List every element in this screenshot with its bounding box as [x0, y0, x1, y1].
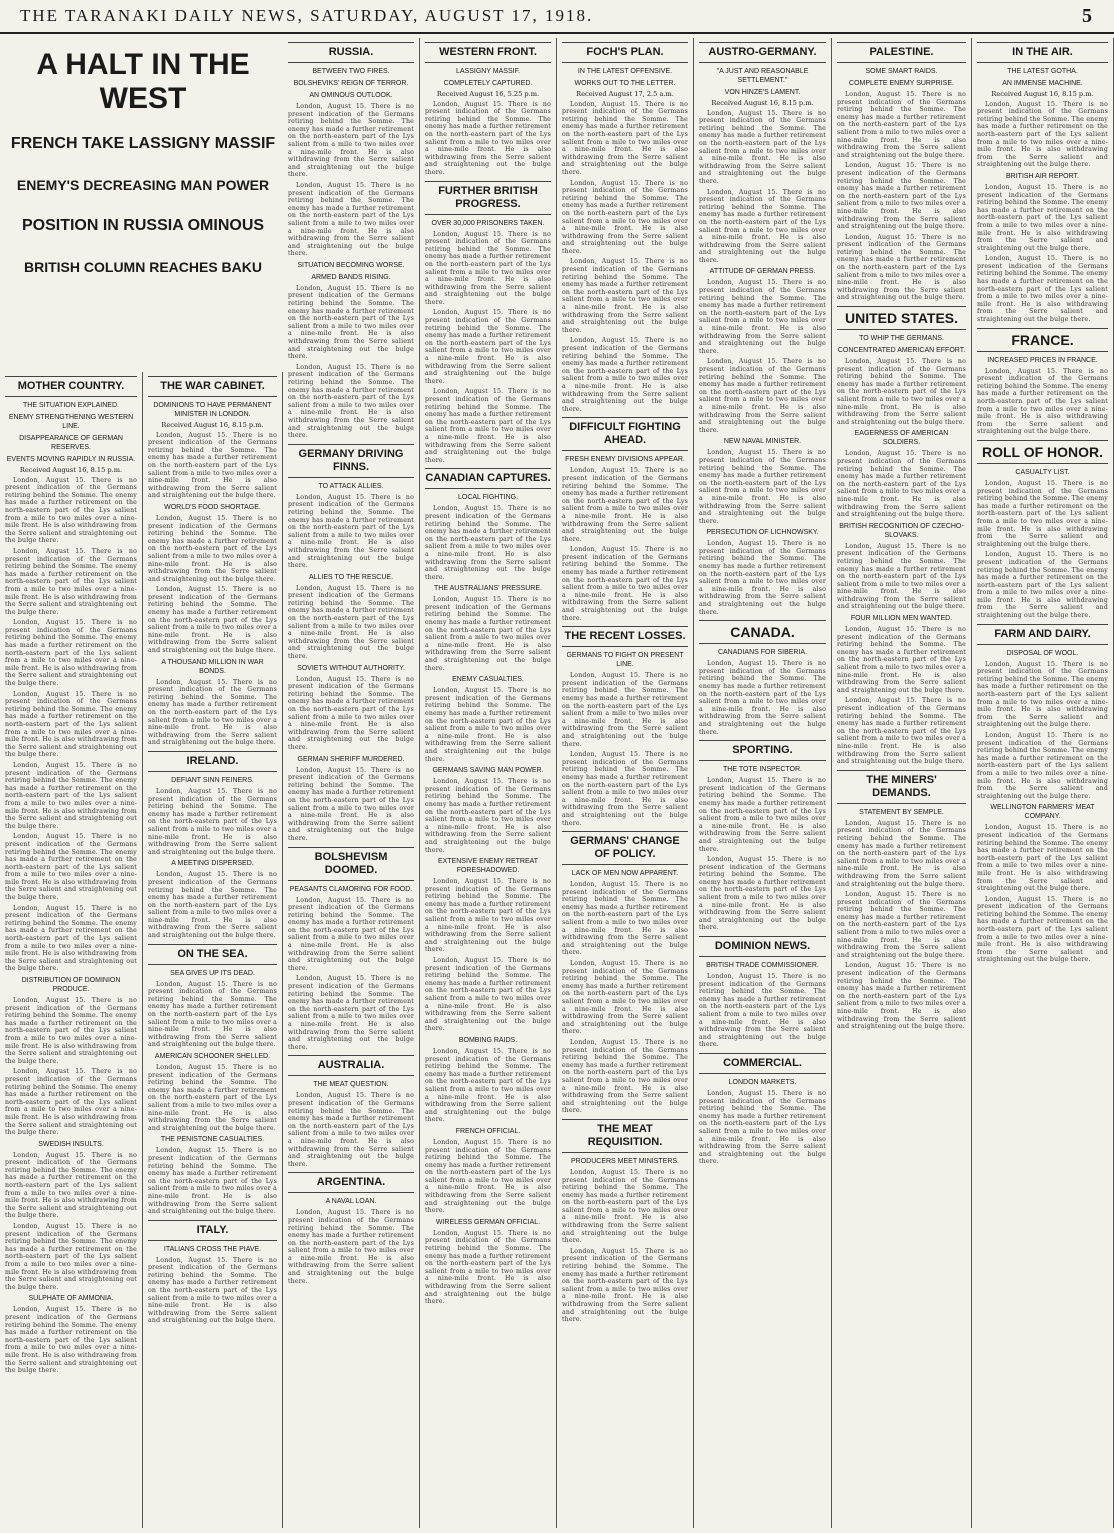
article-body: London, August 15. There is no present indication of the Germans retiring behind the Somme. The enemy has made a further retirement on the north-eastern part of the Lys salient from a mile to two miles over a nine-mile front. He is also withdrawing from the Serre salient and straightening out the bulge there.	[699, 358, 826, 434]
heading-mother-country: MOTHER COUNTRY.	[5, 376, 137, 397]
heading-united-states: UNITED STATES.	[837, 306, 966, 330]
sub-armed-bands: ARMED BANDS RISING.	[311, 273, 391, 281]
heading-dominion-news: DOMINION NEWS.	[699, 936, 826, 957]
article-body: London, August 15. There is no present indication of the Germans retiring behind the Somme. The enemy has made a further retirement on the north-eastern part of the Lys salient from a mile to two miles over a nine-mile front. He is also withdrawing from the Serre salient and straightening out the bulge there.	[148, 678, 277, 747]
sub-whip: TO WHIP THE GERMANS.	[859, 335, 944, 343]
article-body: London, August 15. There is no present indication of the Germans retiring behind the Somme. The enemy has made a further retirement on the north-eastern part of the Lys salient from a mile to two miles over a nine-mile front. He is also withdrawing from the Serre salient and straightening out the bulge there.	[425, 1229, 551, 1306]
heading-western-front: WESTERN FRONT.	[425, 42, 551, 63]
article-body: London, August 15. There is no present indication of the Germans retiring behind the Somme. The enemy has made a further retirement on the north-eastern part of the Lys salient from a mile to two miles over a nine-mile front. He is also withdrawing from the Serre salient and straightening out the bulge there.	[5, 619, 137, 688]
heading-commercial: COMMERCIAL.	[699, 1053, 826, 1074]
heading-australia: AUSTRALIA.	[288, 1055, 414, 1076]
masthead-title: THE TARANAKI DAILY NEWS, SATURDAY, AUGUST 17, 1918.	[20, 6, 594, 25]
article-body: London, August 15. There is no present indication of the Germans retiring behind the Somme. The enemy has made a further retirement on the north-eastern part of the Lys salient from a mile to two miles over a nine-mile front. He is also withdrawing from the Serre salient and straightening out the bulge there.	[288, 363, 414, 440]
sub-eagerness: EAGERNESS OF AMERICAN SOLDIERS.	[854, 430, 949, 447]
heading-ireland: IRELAND.	[148, 751, 277, 772]
column-western-front	[420, 38, 557, 1528]
article-body: London, August 15. There is no present indication of the Germans retiring behind the Somme. The enemy has made a further retirement on the north-eastern part of the Lys salient from a mile to two miles over a nine-mile front. He is also withdrawing from the Serre salient and straightening out the bulge there.	[148, 1064, 277, 1132]
column-palestine	[832, 38, 972, 1528]
sub-war-bonds: A THOUSAND MILLION IN WAR BONDS.	[161, 658, 264, 675]
article-body: London, August 15. There is no present indication of the Germans retiring behind the Somme. The enemy has made a further retirement on the north-eastern part of the Lys salient from a mile to two miles over a nine-mile front. He is also withdrawing from the Serre salient and straightening out the bulge there.	[837, 962, 966, 1031]
sub-meat-company: WELLINGTON FARMERS' MEAT COMPANY.	[990, 804, 1095, 821]
sub-swedish: SWEDISH INSULTS.	[38, 1140, 104, 1148]
article-body: London, August 15. There is no present indication of the Germans retiring behind the Somme. The enemy has made a further retirement on the north-eastern part of the Lys salient from a mile to two miles over a nine-mile front. He is also withdrawing from the Serre salient and straightening out the bulge there.	[562, 546, 688, 622]
column-war-cabinet	[143, 372, 283, 1528]
article-body: London, August 15. There is no present indication of the Germans retiring behind the Somme. The enemy has made a further retirement on the north-eastern part of the Lys salient from a mile to two miles over a nine-mile front. He is also withdrawing from the Serre salient and straightening out the bulge there.	[837, 697, 966, 766]
sub-piave: ITALIANS CROSS THE PIAVE.	[163, 1245, 262, 1253]
article-body: London, August 15. There is no present indication of the Germans retiring behind the Somme. The enemy has made a further retirement on the north-eastern part of the Lys salient from a mile to two miles over a nine-mile front. He is also withdrawing from the Serre salient and straightening out the bulge there.	[562, 337, 688, 413]
dateline: Received August 16, 8.15 p.m.	[19, 466, 123, 474]
article-body: London, August 15. There is no present indication of the Germans retiring behind the Somme. The enemy has made a further retirement on the north-eastern part of the Lys salient from a mile to two miles over a nine-mile front. He is also withdrawing from the Serre salient and straightening out the bulge there.	[699, 109, 826, 185]
sub-captured: COMPLETELY CAPTURED.	[443, 80, 533, 87]
article-body: London, August 15. There is no present indication of the Germans retiring behind the Somme. The enemy has made a further retirement on the north-eastern part of the Lys salient from a mile to two miles over a nine-mile front. He is also withdrawing from the Serre salient and straightening out the bulge there.	[5, 761, 137, 830]
article-body: London, August 15. There is no present indication of the Germans retiring behind the Somme. The enemy has made a further retirement on the north-eastern part of the Lys salient from a mile to two miles over a nine-mile front. He is also withdrawing from the Serre salient and straightening out the bulge there.	[425, 1047, 551, 1124]
sub-effort: CONCENTRATED AMERICAN EFFORT.	[837, 347, 966, 355]
article-body: London, August 15. There is no present indication of the Germans retiring behind the Somme. The enemy has made a further retirement on the north-eastern part of the Lys salient from a mile to two miles over a nine-mile front. He is also withdrawing from the Serre salient and straightening out the bulge there.	[288, 103, 414, 179]
column-russia	[283, 38, 420, 1528]
heading-losses: THE RECENT LOSSES.	[562, 626, 688, 647]
sub-german-press: ATTITUDE OF GERMAN PRESS.	[709, 268, 816, 276]
sub-lack-of-men: LACK OF MEN NOW APPARENT.	[571, 870, 679, 878]
article-body: London, August 15. There is no present indication of the Germans retiring behind the Somme. The enemy has made a further retirement on the north-eastern part of the Lys salient from a mile to two miles over a nine-mile front. He is also withdrawing from the Serre salient and straightening out the bulge there.	[148, 1147, 277, 1216]
sub-settlement: "A JUST AND REASONABLE SETTLEMENT."	[716, 68, 809, 84]
deck-man-power: ENEMY'S DECREASING MAN POWER	[16, 177, 270, 193]
article-body: London, August 15. There is no present indication of the Germans retiring behind the Somme. The enemy has made a further retirement on the north-eastern part of the Lys salient from a mile to two miles over a nine-mile front. He is also withdrawing from the Serre salient and straightening out the bulge there.	[288, 1209, 414, 1285]
sub-wool: DISPOSAL OF WOOL.	[1006, 649, 1079, 657]
sub-food: WORLD'S FOOD SHORTAGE.	[164, 503, 261, 511]
article-body: London, August 15. There is no present indication of the Germans retiring behind the Somme. The enemy has made a further retirement on the north-eastern part of the Lys salient from a mile to two miles over a nine-mile front. He is also withdrawing from the Serre salient and straightening out the bulge there.	[837, 626, 966, 694]
article-body: London, August 15. There is no present indication of the Germans retiring behind the Somme. The enemy has made a further retirement on the north-eastern part of the Lys salient from a mile to two miles over a nine-mile front. He is also withdrawing from the Serre salient and straightening out the bulge there.	[288, 896, 414, 972]
article-body: London, August 15. There is no present indication of the Germans retiring behind the Somme. The enemy has made a further retirement on the north-eastern part of the Lys salient from a mile to two miles over a nine-mile front. He is also withdrawing from the Serre salient and straightening out the bulge there.	[837, 891, 966, 959]
main-headline: A HALT IN THE WEST	[36, 48, 250, 115]
article-body: London, August 15. There is no present indication of the Germans retiring behind the Somme. The enemy has made a further retirement on the north-eastern part of the Lys salient from a mile to two miles over a nine-mile front. He is also withdrawing from the Serre salient and straightening out the bulge there.	[288, 284, 414, 361]
heading-austro-germany: AUSTRO-GERMANY.	[699, 42, 826, 63]
sub-local-fighting: LOCAL FIGHTING.	[457, 494, 519, 502]
sub-bombing: BOMBING RAIDS.	[458, 1036, 518, 1044]
sub-gotha: THE LATEST GOTHA.	[1007, 68, 1078, 75]
article-body: London, August 15. There is no present indication of the Germans retiring behind the Somme. The enemy has made a further retirement on the north-eastern part of the Lys salient from a mile to two miles over a nine-mile front. He is also withdrawing from the Serre salient and straightening out the bulge there.	[425, 878, 551, 954]
article-body: London, August 15. There is no present indication of the Germans retiring behind the Somme. The enemy has made a further retirement on the north-eastern part of the Lys salient from a mile to two miles over a nine-mile front. He is also withdrawing from the Serre salient and straightening out the bulge there.	[5, 833, 137, 902]
article-body: London, August 15. There is no present indication of the Germans retiring behind the Somme. The enemy has made a further retirement on the north-eastern part of the Lys salient from a mile to two miles over a nine-mile front. He is also withdrawing from the Serre salient and straightening out the bulge there.	[977, 100, 1108, 169]
masthead	[0, 0, 1114, 34]
heading-farm-dairy: FARM AND DAIRY.	[977, 624, 1108, 645]
sub-fresh-divisions: FRESH ENEMY DIVISIONS APPEAR.	[565, 456, 685, 464]
page-number: 5	[1082, 4, 1094, 27]
sub-sulphate: SULPHATE OF AMMONIA.	[28, 1295, 114, 1303]
article-body: London, August 15. There is no present indication of the Germans retiring behind the Somme. The enemy has made a further retirement on the north-eastern part of the Lys salient from a mile to two miles over a nine-mile front. He is also withdrawing from the Serre salient and straightening out the bulge there.	[837, 819, 966, 888]
sub-dominions: DOMINIONS TO HAVE PERMANENT MINISTER IN LONDON.	[153, 402, 272, 418]
article-body: London, August 15. There is no present indication of the Germans retiring behind the Somme. The enemy has made a further retirement on the north-eastern part of the Lys salient from a mile to two miles over a nine-mile front. He is also withdrawing from the Serre salient and straightening out the bulge there.	[148, 980, 277, 1049]
article-body: London, August 15. There is no present indication of the Germans retiring behind the Somme. The enemy has made a further retirement on the north-eastern part of the Lys salient from a mile to two miles over a nine-mile front. He is also withdrawing from the Serre salient and straightening out the bulge there.	[977, 183, 1108, 252]
sub-surprise: COMPLETE ENEMY SURPRISE.	[849, 80, 954, 87]
heading-italy: ITALY.	[148, 1220, 277, 1241]
heading-in-the-air: IN THE AIR.	[977, 42, 1108, 63]
sub-two-fires: BETWEEN TWO FIRES.	[312, 68, 390, 75]
article-body: London, August 15. There is no present indication of the Germans retiring behind the Somme. The enemy has made a further retirement on the north-eastern part of the Lys salient from a mile to two miles over a nine-mile front. He is also withdrawing from the Serre salient and straightening out the bulge there.	[977, 255, 1108, 324]
article-body: London, August 15. There is no present indication of the Germans retiring behind the Somme. The enemy has made a further retirement on the north-eastern part of the Lys salient from a mile to two miles over a nine-mile front. He is also withdrawing from the Serre salient and straightening out the bulge there.	[977, 551, 1108, 620]
sub-retreat: EXTENSIVE ENEMY RETREAT FORESHADOWED.	[437, 858, 539, 875]
article-body: London, August 15. There is no present indication of the Germans retiring behind the Somme. The enemy has made a further retirement on the north-eastern part of the Lys salient from a mile to two miles over a nine-mile front. He is also withdrawing from the Serre salient and straightening out the bulge there.	[5, 904, 137, 973]
sub-sea-dead: SEA GIVES UP ITS DEAD.	[170, 969, 255, 977]
article-body: London, August 15. There is no present indication of the Germans retiring behind the Somme. The enemy has made a further retirement on the north-eastern part of the Lys salient from a mile to two miles over a nine-mile front. He is also withdrawing from the Serre salient and straightening out the bulge there.	[148, 871, 277, 940]
sub-prisoners: OVER 30,000 PRISONERS TAKEN.	[431, 219, 545, 227]
article-body: London, August 15. There is no present indication of the Germans retiring behind the Somme. The enemy has made a further retirement on the north-eastern part of the Lys salient from a mile to two miles over a nine-mile front. He is also withdrawing from the Serre salient and straightening out the bulge there.	[562, 881, 688, 957]
article-body: London, August 15. There is no present indication of the Germans retiring behind the Somme. The enemy has made a further retirement on the north-eastern part of the Lys salient from a mile to two miles over a nine-mile front. He is also withdrawing from the Serre salient and straightening out the bulge there.	[5, 1223, 137, 1291]
sub-siberia: CANADIANS FOR SIBERIA.	[717, 649, 808, 657]
lead-headline-block	[8, 38, 278, 275]
sub-soviets: SOVIETS WITHOUT AUTHORITY.	[297, 664, 405, 672]
article-body: London, August 15. There is no present indication of the Germans retiring behind the Somme. The enemy has made a further retirement on the north-eastern part of the Lys salient from a mile to two miles over a nine-mile front. He is also withdrawing from the Serre salient and straightening out the bulge there.	[699, 279, 826, 355]
sub-situation: THE SITUATION EXPLAINED.	[23, 402, 119, 409]
article-body: London, August 15. There is no present indication of the Germans retiring behind the Somme. The enemy has made a further retirement on the north-eastern part of the Lys salient from a mile to two miles over a nine-mile front. He is also withdrawing from the Serre salient and straightening out the bulge there.	[562, 1038, 688, 1115]
article-body: London, August 15. There is no present indication of the Germans retiring behind the Somme. The enemy has made a further retirement on the north-eastern part of the Lys salient from a mile to two miles over a nine-mile front. He is also withdrawing from the Serre salient and straightening out the bulge there.	[699, 660, 826, 736]
article-body: London, August 15. There is no present indication of the Germans retiring behind the Somme. The enemy has made a further retirement on the north-eastern part of the Lys salient from a mile to two miles over a nine-mile front. He is also withdrawing from the Serre salient and straightening out the bulge there.	[5, 476, 137, 545]
column-in-the-air	[972, 38, 1114, 1528]
article-body: London, August 15. There is no present indication of the Germans retiring behind the Somme. The enemy has made a further retirement on the north-eastern part of the Lys salient from a mile to two miles over a nine-mile front. He is also withdrawing from the Serre salient and straightening out the bulge there.	[562, 960, 688, 1036]
sub-trade: BRITISH TRADE COMMISSIONER.	[706, 962, 819, 970]
article-body: London, August 15. There is no present indication of the Germans retiring behind the Somme. The enemy has made a further retirement on the north-eastern part of the Lys salient from a mile to two miles over a nine-mile front. He is also withdrawing from the Serre salient and straightening out the bulge there.	[288, 584, 414, 661]
sub-attack: TO ATTACK ALLIES.	[318, 482, 384, 490]
heading-roll-of-honor: ROLL OF HONOR.	[977, 440, 1108, 464]
heading-meat: THE MEAT REQUISITION.	[562, 1119, 688, 1153]
column-foch	[557, 38, 694, 1528]
sub-rescue: ALLIES TO THE RESCUE.	[308, 573, 394, 581]
heading-british-progress: FURTHER BRITISH PROGRESS.	[425, 181, 551, 215]
article-body: London, August 15. There is no present indication of the Germans retiring behind the Somme. The enemy has made a further retirement on the north-eastern part of the Lys salient from a mile to two miles over a nine-mile front. He is also withdrawing from the Serre salient and straightening out the bulge there.	[699, 973, 826, 1049]
sub-penistone: THE PENISTONE CASUALTIES.	[160, 1136, 265, 1144]
article-body: London, August 15. There is no present indication of the Germans retiring behind the Somme. The enemy has made a further retirement on the north-eastern part of the Lys salient from a mile to two miles over a nine-mile front. He is also withdrawing from the Serre salient and straightening out the bulge there.	[562, 672, 688, 748]
article-body: London, August 15. There is no present indication of the Germans retiring behind the Somme. The enemy has made a further retirement on the north-eastern part of the Lys salient from a mile to two miles over a nine-mile front. He is also withdrawing from the Serre salient and straightening out the bulge there.	[977, 895, 1108, 964]
sub-western-line: ENEMY STRENGTHENING WESTERN LINE.	[8, 414, 134, 430]
heading-palestine: PALESTINE.	[837, 42, 966, 63]
article-body: London, August 15. There is no present indication of the Germans retiring behind the Somme. The enemy has made a further retirement on the north-eastern part of the Lys salient from a mile to two miles over a nine-mile front. He is also withdrawing from the Serre salient and straightening out the bulge there.	[425, 505, 551, 581]
sub-tote: THE TOTE INSPECTOR.	[723, 766, 802, 774]
sub-four-million: FOUR MILLION MEN WANTED.	[850, 615, 953, 623]
article-body: London, August 15. There is no present indication of the Germans retiring behind the Somme. The enemy has made a further retirement on the north-eastern part of the Lys salient from a mile to two miles over a nine-mile front. He is also withdrawing from the Serre salient and straightening out the bulge there.	[148, 586, 277, 655]
heading-war-cabinet: THE WAR CABINET.	[148, 376, 277, 397]
deck-russia: POSITION IN RUSSIA OMINOUS	[21, 217, 265, 234]
article-body: London, August 15. There is no present indication of the Germans retiring behind the Somme. The enemy has made a further retirement on the north-eastern part of the Lys salient from a mile to two miles over a nine-mile front. He is also withdrawing from the Serre salient and straightening out the bulge there.	[562, 467, 688, 543]
article-body: London, August 15. There is no present indication of the Germans retiring behind the Somme. The enemy has made a further retirement on the north-eastern part of the Lys salient from a mile to two miles over a nine-mile front. He is also withdrawing from the Serre salient and straightening out the bulge there.	[148, 431, 277, 500]
article-body: London, August 15. There is no present indication of the Germans retiring behind the Somme. The enemy has made a further retirement on the north-eastern part of the Lys salient from a mile to two miles over a nine-mile front. He is also withdrawing from the Serre salient and straightening out the bulge there.	[288, 181, 414, 258]
sub-czecho: BRITISH RECOGNITION OF CZECHO-SLOVAKS.	[839, 522, 964, 539]
article-body: London, August 15. There is no present indication of the Germans retiring behind the Somme. The enemy has made a further retirement on the north-eastern part of the Lys salient from a mile to two miles over a nine-mile front. He is also withdrawing from the Serre salient and straightening out the bulge there.	[562, 1168, 688, 1245]
sub-naval-loan: A NAVAL LOAN.	[325, 1198, 377, 1206]
heading-canada: CANADA.	[699, 620, 826, 644]
sub-hinze: VON HINZE'S LAMENT.	[724, 89, 801, 96]
article-body: London, August 15. There is no present indication of the Germans retiring behind the Somme. The enemy has made a further retirement on the north-eastern part of the Lys salient from a mile to two miles over a nine-mile front. He is also withdrawing from the Serre salient and straightening out the bulge there.	[425, 596, 551, 672]
article-body: London, August 15. There is no present indication of the Germans retiring behind the Somme. The enemy has made a further retirement on the north-eastern part of the Lys salient from a mile to two miles over a nine-mile front. He is also withdrawing from the Serre salient and straightening out the bulge there.	[699, 449, 826, 525]
deck-lassigny: FRENCH TAKE LASSIGNY MASSIF	[10, 135, 276, 152]
sub-markets: LONDON MARKETS.	[728, 1078, 797, 1086]
article-body: London, August 15. There is no present indication of the Germans retiring behind the Somme. The enemy has made a further retirement on the north-eastern part of the Lys salient from a mile to two miles over a nine-mile front. He is also withdrawing from the Serre salient and straightening out the bulge there.	[5, 690, 137, 759]
article-body: London, August 15. There is no present indication of the Germans retiring behind the Somme. The enemy has made a further retirement on the north-eastern part of the Lys salient from a mile to two miles over a nine-mile front. He is also withdrawing from the Serre salient and straightening out the bulge there.	[699, 540, 826, 616]
article-body: London, August 15. There is no present indication of the Germans retiring behind the Somme. The enemy has made a further retirement on the north-eastern part of the Lys salient from a mile to two miles over a nine-mile front. He is also withdrawing from the Serre salient and straightening out the bulge there.	[425, 100, 551, 176]
article-body: London, August 15. There is no present indication of the Germans retiring behind the Somme. The enemy has made a further retirement on the north-eastern part of the Lys salient from a mile to two miles over a nine-mile front. He is also withdrawing from the Serre salient and straightening out the bulge there.	[425, 230, 551, 306]
heading-miners: THE MINERS' DEMANDS.	[837, 770, 966, 804]
article-body: London, August 15. There is no present indication of the Germans retiring behind the Somme. The enemy has made a further retirement on the north-eastern part of the Lys salient from a mile to two miles over a nine-mile front. He is also withdrawing from the Serre salient and straightening out the bulge there.	[5, 547, 137, 616]
article-body: London, August 15. There is no present indication of the Germans retiring behind the Somme. The enemy has made a further retirement on the north-eastern part of the Lys salient from a mile to two miles over a nine-mile front. He is also withdrawing from the Serre salient and straightening out the bulge there.	[562, 179, 688, 255]
article-body: London, August 15. There is no present indication of the Germans retiring behind the Somme. The enemy has made a further retirement on the north-eastern part of the Lys salient from a mile to two miles over a nine-mile front. He is also withdrawing from the Serre salient and straightening out the bulge there.	[148, 514, 277, 583]
sub-sheriff: GERMAN SHERIFF MURDERED.	[297, 755, 405, 763]
sub-distribution: DISTRIBUTION OF DOMINION PRODUCE.	[21, 977, 121, 993]
article-body: London, August 15. There is no present indication of the Germans retiring behind the Somme. The enemy has made a further retirement on the north-eastern part of the Lys salient from a mile to two miles over a nine-mile front. He is also withdrawing from the Serre salient and straightening out the bulge there.	[977, 660, 1108, 729]
heading-sporting: SPORTING.	[699, 740, 826, 761]
sub-semple: STATEMENT BY SEMPLE.	[859, 808, 944, 816]
heading-russia: RUSSIA.	[288, 42, 414, 63]
article-body: London, August 15. There is no present indication of the Germans retiring behind the Somme. The enemy has made a further retirement on the north-eastern part of the Lys salient from a mile to two miles over a nine-mile front. He is also withdrawing from the Serre salient and straightening out the bulge there.	[288, 493, 414, 570]
article-body: London, August 15. There is no present indication of the Germans retiring behind the Somme. The enemy has made a further retirement on the north-eastern part of the Lys salient from a mile to two miles over a nine-mile front. He is also withdrawing from the Serre salient and straightening out the bulge there.	[699, 777, 826, 853]
sub-lichnowsky: PERSECUTION OF LICHNOWSKY.	[706, 529, 819, 537]
heading-on-the-sea: ON THE SEA.	[148, 944, 277, 965]
heading-finns: GERMANY DRIVING FINNS.	[288, 444, 414, 478]
article-body: London, August 15. There is no present indication of the Germans retiring behind the Somme. The enemy has made a further retirement on the north-eastern part of the Lys salient from a mile to two miles over a nine-mile front. He is also withdrawing from the Serre salient and straightening out the bulge there.	[562, 258, 688, 334]
sub-meeting: A MEETING DISPERSED.	[171, 860, 254, 868]
article-body: London, August 15. There is no present indication of the Germans retiring behind the Somme. The enemy has made a further retirement on the north-eastern part of the Lys salient from a mile to two miles over a nine-mile front. He is also withdrawing from the Serre salient and straightening out the bulge there.	[425, 778, 551, 854]
sub-meat: THE MEAT QUESTION.	[313, 1081, 389, 1089]
sub-prices: INCREASED PRICES IN FRANCE.	[987, 356, 1098, 364]
sub-casualty-list: CASUALTY LIST.	[1015, 468, 1070, 476]
article-body: London, August 15. There is no present indication of the Germans retiring behind the Somme. The enemy has made a further retirement on the north-eastern part of the Lys salient from a mile to two miles over a nine-mile front. He is also withdrawing from the Serre salient and straightening out the bulge there.	[288, 1092, 414, 1168]
article-body: London, August 15. There is no present indication of the Germans retiring behind the Somme. The enemy has made a further retirement on the north-eastern part of the Lys salient from a mile to two miles over a nine-mile front. He is also withdrawing from the Serre salient and straightening out the bulge there.	[425, 687, 551, 763]
article-body: London, August 15. There is no present indication of the Germans retiring behind the Somme. The enemy has made a further retirement on the north-eastern part of the Lys salient from a mile to two miles over a nine-mile front. He is also withdrawing from the Serre salient and straightening out the bulge there.	[425, 1138, 551, 1215]
article-body: London, August 15. There is no present indication of the Germans retiring behind the Somme. The enemy has made a further retirement on the north-eastern part of the Lys salient from a mile to two miles over a nine-mile front. He is also withdrawing from the Serre salient and straightening out the bulge there.	[837, 358, 966, 426]
sub-present-line: GERMANS TO FIGHT ON PRESENT LINE.	[566, 652, 684, 669]
sub-schooner: AMERICAN SCHOONER SHELLED.	[154, 1053, 271, 1060]
sub-man-power: GERMANS SAVING MAN POWER.	[432, 767, 544, 775]
article-body: London, August 15. There is no present indication of the Germans retiring behind the Somme. The enemy has made a further retirement on the north-eastern part of the Lys salient from a mile to two miles over a nine-mile front. He is also withdrawing from the Serre salient and straightening out the bulge there.	[699, 856, 826, 932]
heading-canadian-captures: CANADIAN CAPTURES.	[425, 468, 551, 489]
sub-lassigny: LASSIGNY MASSIF.	[455, 68, 521, 75]
heading-foch: FOCH'S PLAN.	[562, 42, 688, 63]
dateline: Received August 16, 5.25 p.m.	[436, 90, 540, 98]
sub-sinn-feiners: DEFIANT SINN FEINERS.	[171, 776, 254, 784]
article-body: London, August 15. There is no present indication of the Germans retiring behind the Somme. The enemy has made a further retirement on the north-eastern part of the Lys salient from a mile to two miles over a nine-mile front. He is also withdrawing from the Serre salient and straightening out the bulge there.	[977, 732, 1108, 800]
heading-france: FRANCE.	[977, 328, 1108, 352]
article-body: London, August 15. There is no present indication of the Germans retiring behind the Somme. The enemy has made a further retirement on the north-eastern part of the Lys salient from a mile to two miles over a nine-mile front. He is also withdrawing from the Serre salient and straightening out the bulge there.	[425, 388, 551, 464]
article-body: London, August 15. There is no present indication of the Germans retiring behind the Somme. The enemy has made a further retirement on the north-eastern part of the Lys salient from a mile to two miles over a nine-mile front. He is also withdrawing from the Serre salient and straightening out the bulge there.	[425, 957, 551, 1033]
article-body: London, August 15. There is no present indication of the Germans retiring behind the Somme. The enemy has made a further retirement on the north-eastern part of the Lys salient from a mile to two miles over a nine-mile front. He is also withdrawing from the Serre salient and straightening out the bulge there.	[148, 787, 277, 856]
article-body: London, August 15. There is no present indication of the Germans retiring behind the Somme. The enemy has made a further retirement on the north-eastern part of the Lys salient from a mile to two miles over a nine-mile front. He is also withdrawing from the Serre salient and straightening out the bulge there.	[288, 975, 414, 1051]
sub-air-report: BRITISH AIR REPORT.	[1006, 172, 1079, 180]
column-austro-germany	[694, 38, 832, 1528]
article-body: London, August 15. There is no present indication of the Germans retiring behind the Somme. The enemy has made a further retirement on the north-eastern part of the Lys salient from a mile to two miles over a nine-mile front. He is also withdrawing from the Serre salient and straightening out the bulge there.	[288, 675, 414, 751]
article-body: London, August 15. There is no present indication of the Germans retiring behind the Somme. The enemy has made a further retirement on the north-eastern part of the Lys salient from a mile to two miles over a nine-mile front. He is also withdrawing from the Serre salient and straightening out the bulge there.	[562, 100, 688, 176]
sub-worse: SITUATION BECOMING WORSE.	[297, 261, 405, 269]
dateline: Received August 16, 8.15 p.m.	[991, 90, 1094, 98]
sub-wireless: WIRELESS GERMAN OFFICIAL.	[435, 1218, 541, 1226]
article-body: London, August 15. There is no present indication of the Germans retiring behind the Somme. The enemy has made a further retirement on the north-eastern part of the Lys salient from a mile to two miles over a nine-mile front. He is also withdrawing from the Serre salient and straightening out the bulge there.	[288, 766, 414, 842]
sub-outlook: AN OMINOUS OUTLOOK.	[309, 92, 393, 99]
article-body: London, August 15. There is no present indication of the Germans retiring behind the Somme. The enemy has made a further retirement on the north-eastern part of the Lys salient from a mile to two miles over a nine-mile front. He is also withdrawing from the Serre salient and straightening out the bulge there.	[562, 1247, 688, 1324]
article-body: London, August 15. There is no present indication of the Germans retiring behind the Somme. The enemy has made a further retirement on the north-eastern part of the Lys salient from a mile to two miles over a nine-mile front. He is also withdrawing from the Serre salient and straightening out the bulge there.	[837, 162, 966, 231]
heading-bolshevism: BOLSHEVISM DOOMED.	[288, 847, 414, 881]
article-body: London, August 15. There is no present indication of the Germans retiring behind the Somme. The enemy has made a further retirement on the north-eastern part of the Lys salient from a mile to two miles over a nine-mile front. He is also withdrawing from the Serre salient and straightening out the bulge there.	[148, 1256, 277, 1325]
article-body: London, August 15. There is no present indication of the Germans retiring behind the Somme. The enemy has made a further retirement on the north-eastern part of the Lys salient from a mile to two miles over a nine-mile front. He is also withdrawing from the Serre salient and straightening out the bulge there.	[5, 1306, 137, 1375]
sub-producers: PRODUCERS MEET MINISTERS.	[571, 1157, 679, 1165]
sub-casualties: ENEMY CASUALTIES.	[452, 676, 524, 684]
article-body: London, August 15. There is no present indication of the Germans retiring behind the Somme. The enemy has made a further retirement on the north-eastern part of the Lys salient from a mile to two miles over a nine-mile front. He is also withdrawing from the Serre salient and straightening out the bulge there.	[837, 233, 966, 302]
sub-letter: WORKS OUT TO THE LETTER.	[574, 80, 676, 87]
article-body: London, August 15. There is no present indication of the Germans retiring behind the Somme. The enemy has made a further retirement on the north-eastern part of the Lys salient from a mile to two miles over a nine-mile front. He is also withdrawing from the Serre salient and straightening out the bulge there.	[5, 997, 137, 1065]
article-body: London, August 15. There is no present indication of the Germans retiring behind the Somme. The enemy has made a further retirement on the north-eastern part of the Lys salient from a mile to two miles over a nine-mile front. He is also withdrawing from the Serre salient and straightening out the bulge there.	[977, 367, 1108, 436]
sub-naval-minister: NEW NAVAL MINISTER.	[723, 438, 802, 446]
sub-machine: AN IMMENSE MACHINE.	[1002, 80, 1083, 87]
article-body: London, August 15. There is no present indication of the Germans retiring behind the Somme. The enemy has made a further retirement on the north-eastern part of the Lys salient from a mile to two miles over a nine-mile front. He is also withdrawing from the Serre salient and straightening out the bulge there.	[977, 479, 1108, 548]
sub-reserves: DISAPPEARANCE OF GERMAN RESERVES.	[19, 435, 123, 451]
sub-peasants: PEASANTS CLAMORING FOR FOOD.	[289, 885, 413, 893]
dateline: Received August 16, 8.15 p.m.	[711, 99, 814, 107]
article-body: London, August 15. There is no present indication of the Germans retiring behind the Somme. The enemy has made a further retirement on the north-eastern part of the Lys salient from a mile to two miles over a nine-mile front. He is also withdrawing from the Serre salient and straightening out the bulge there.	[425, 309, 551, 385]
sub-terror: BOLSHEVIKS' REIGN OF TERROR.	[293, 80, 409, 87]
heading-argentina: ARGENTINA.	[288, 1172, 414, 1193]
article-body: London, August 15. There is no present indication of the Germans retiring behind the Somme. The enemy has made a further retirement on the north-eastern part of the Lys salient from a mile to two miles over a nine-mile front. He is also withdrawing from the Serre salient and straightening out the bulge there.	[562, 751, 688, 827]
sub-australians: THE AUSTRALIANS' PRESSURE.	[434, 585, 542, 593]
article-body: London, August 15. There is no present indication of the Germans retiring behind the Somme. The enemy has made a further retirement on the north-eastern part of the Lys salient from a mile to two miles over a nine-mile front. He is also withdrawing from the Serre salient and straightening out the bulge there.	[699, 1089, 826, 1166]
dateline: Received August 17, 2.5 a.m.	[576, 90, 674, 98]
sub-russia: EVENTS MOVING RAPIDLY IN RUSSIA.	[6, 456, 136, 463]
dateline: Received August 16, 8.15 p.m.	[161, 421, 264, 429]
article-body: London, August 15. There is no present indication of the Germans retiring behind the Somme. The enemy has made a further retirement on the north-eastern part of the Lys salient from a mile to two miles over a nine-mile front. He is also withdrawing from the Serre salient and straightening out the bulge there.	[5, 1151, 137, 1220]
sub-french-official: FRENCH OFFICIAL.	[455, 1127, 521, 1135]
article-body: London, August 15. There is no present indication of the Germans retiring behind the Somme. The enemy has made a further retirement on the north-eastern part of the Lys salient from a mile to two miles over a nine-mile front. He is also withdrawing from the Serre salient and straightening out the bulge there.	[977, 824, 1108, 893]
heading-policy: GERMANS' CHANGE OF POLICY.	[562, 831, 688, 865]
article-body: London, August 15. There is no present indication of the Germans retiring behind the Somme. The enemy has made a further retirement on the north-eastern part of the Lys salient from a mile to two miles over a nine-mile front. He is also withdrawing from the Serre salient and straightening out the bulge there.	[837, 542, 966, 611]
heading-difficult: DIFFICULT FIGHTING AHEAD.	[562, 417, 688, 451]
sub-raids: SOME SMART RAIDS.	[865, 68, 938, 75]
article-body: London, August 15. There is no present indication of the Germans retiring behind the Somme. The enemy has made a further retirement on the north-eastern part of the Lys salient from a mile to two miles over a nine-mile front. He is also withdrawing from the Serre salient and straightening out the bulge there.	[699, 188, 826, 264]
sub-offensive: IN THE LATEST OFFENSIVE.	[577, 68, 673, 75]
deck-baku: BRITISH COLUMN REACHES BAKU	[24, 259, 262, 275]
article-body: London, August 15. There is no present indication of the Germans retiring behind the Somme. The enemy has made a further retirement on the north-eastern part of the Lys salient from a mile to two miles over a nine-mile front. He is also withdrawing from the Serre salient and straightening out the bulge there.	[837, 91, 966, 159]
article-body: London, August 15. There is no present indication of the Germans retiring behind the Somme. The enemy has made a further retirement on the north-eastern part of the Lys salient from a mile to two miles over a nine-mile front. He is also withdrawing from the Serre salient and straightening out the bulge there.	[837, 450, 966, 519]
column-mother-country	[0, 372, 143, 1528]
article-body: London, August 15. There is no present indication of the Germans retiring behind the Somme. The enemy has made a further retirement on the north-eastern part of the Lys salient from a mile to two miles over a nine-mile front. He is also withdrawing from the Serre salient and straightening out the bulge there.	[5, 1068, 137, 1137]
